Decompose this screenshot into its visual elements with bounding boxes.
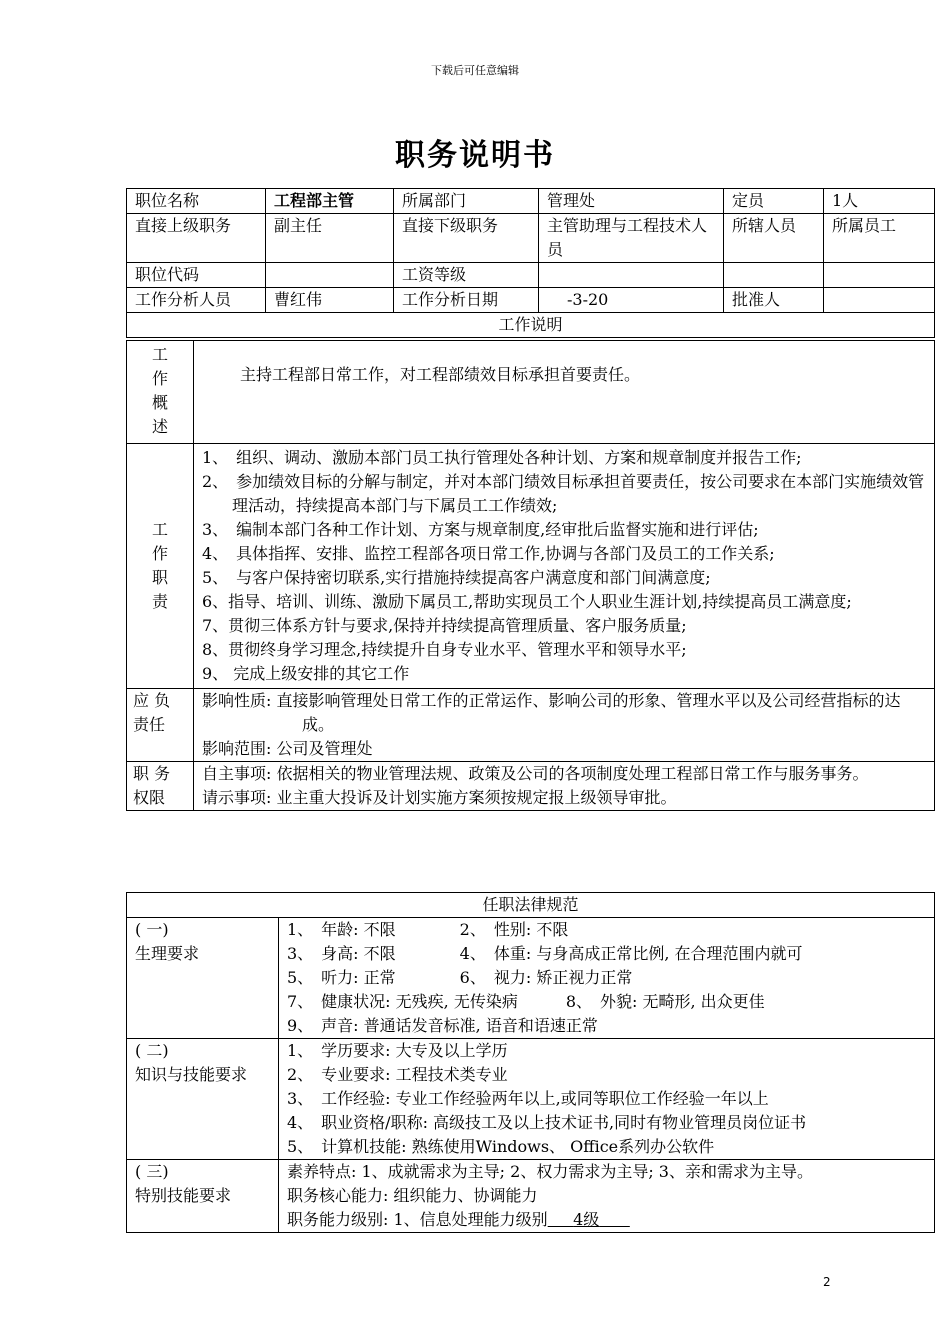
physical-content — [279, 918, 935, 1039]
label-analysis-date: 工作分析日期 — [394, 288, 539, 313]
knowledge-label — [127, 1039, 279, 1160]
label-staff: 所辖人员 — [724, 214, 824, 263]
label-position-code: 职位代码 — [127, 263, 266, 288]
autonomous-matters: 自主事项: 依据相关的物业管理法规、政策及公司的各项制度处理工程部日常工作与服务事务。 — [202, 764, 869, 783]
page-number: 2 — [823, 1275, 831, 1289]
requirement-line: 5、 听力: 正常 6、 视力: 矫正视力正常 — [287, 968, 633, 987]
knowledge-row — [127, 1039, 935, 1160]
special-row — [127, 1160, 935, 1233]
label-analyst: 工作分析人员 — [127, 288, 266, 313]
ability-level-label: 职务能力级别: 1、信息处理能力级别 — [287, 1210, 548, 1229]
value-subordinate: 主管助理与工程技术人员 — [539, 214, 724, 263]
value-analyst: 曹红伟 — [266, 288, 394, 313]
responsibility-content — [194, 689, 935, 762]
requirements-header-row — [127, 893, 935, 918]
label-char: 工 — [151, 345, 168, 364]
section-number: ( 一) — [135, 920, 169, 939]
authority-row — [127, 762, 935, 811]
requirements-table — [126, 892, 935, 1233]
physical-label — [127, 918, 279, 1039]
blank-cell — [824, 263, 935, 288]
duty-item: 9、 完成上级安排的其它工作 — [202, 664, 410, 683]
requirement-line: 3、 身高: 不限 4、 体重: 与身高成正常比例, 在合理范围内就可 — [287, 944, 803, 963]
label-char: 作 — [151, 544, 168, 563]
requirement-line: 5、 计算机技能: 熟练使用Windows、 Office系列办公软件 — [287, 1137, 715, 1156]
requirements-header: 任职法律规范 — [127, 893, 935, 918]
label-subordinate: 直接下级职务 — [394, 214, 539, 263]
label-approver: 批准人 — [724, 288, 824, 313]
label-department: 所属部门 — [394, 189, 539, 214]
position-info-table — [126, 188, 935, 338]
label-char: 作 — [151, 369, 168, 388]
info-row-4 — [127, 288, 935, 313]
label-char: 概 — [151, 393, 168, 412]
work-description-table — [126, 340, 935, 811]
label-headcount: 定员 — [724, 189, 824, 214]
special-label — [127, 1160, 279, 1233]
value-department: 管理处 — [539, 189, 724, 214]
info-row-2 — [127, 214, 935, 263]
duty-item: 7、贯彻三体系方针与要求,保持并持续提高管理质量、客户服务质量; — [202, 616, 687, 635]
section-title: 知识与技能要求 — [135, 1065, 248, 1084]
requirement-line: 1、 年龄: 不限 2、 性别: 不限 — [287, 920, 569, 939]
label-salary-grade: 工资等级 — [394, 263, 539, 288]
label-position-name: 职位名称 — [127, 189, 266, 214]
label-char: 工 — [151, 520, 168, 539]
section-title: 生理要求 — [135, 944, 200, 963]
label-char: 述 — [151, 417, 168, 436]
impact-scope: 影响范围: 公司及管理处 — [202, 739, 373, 758]
requirement-line: 素养特点: 1、成就需求为主导; 2、权力需求为主导; 3、亲和需求为主导。 — [287, 1162, 813, 1181]
overview-row — [127, 341, 935, 444]
value-approver — [824, 288, 935, 313]
value-superior: 副主任 — [266, 214, 394, 263]
duty-item: 2、 参加绩效目标的分解与制定，并对本部门绩效目标承担首要责任，按公司要求在本部门实施绩效管理活动，持续提高本部门与下属员工工作绩效; — [202, 472, 925, 515]
requirement-line: 4、 职业资格/职称: 高级技工及以上技术证书,同时有物业管理员岗位证书 — [287, 1113, 807, 1132]
duty-item: 1、 组织、调动、激励本部门员工执行管理处各种计划、方案和规章制度并报告工作; — [202, 448, 802, 467]
duty-item: 3、 编制本部门各种工作计划、方案与规章制度,经审批后监督实施和进行评估; — [202, 520, 759, 539]
header-note: 下载后可任意编辑 — [431, 64, 519, 77]
value-position-name: 工程部主管 — [266, 189, 394, 214]
overview-text: 主持工程部日常工作，对工程部绩效目标承担首要责任。 — [194, 341, 935, 444]
requirement-line: 7、 健康状况: 无残疾, 无传染病 8、 外貌: 无畸形, 出众更佳 — [287, 992, 765, 1011]
duties-label — [127, 444, 194, 689]
request-matters: 请示事项: 业主重大投诉及计划实施方案须按规定报上级领导审批。 — [202, 788, 677, 807]
knowledge-content — [279, 1039, 935, 1160]
duties-row — [127, 444, 935, 689]
duties-list — [194, 444, 935, 689]
ability-level-text: 4级 — [573, 1210, 600, 1229]
requirement-line: 1、 学历要求: 大专及以上学历 — [287, 1041, 508, 1060]
requirement-line: 职务核心能力: 组织能力、协调能力 — [287, 1186, 538, 1205]
section-title: 特别技能要求 — [135, 1186, 232, 1205]
duty-item: 5、 与客户保持密切联系,实行措施持续提高客户满意度和部门间满意度; — [202, 568, 711, 587]
physical-row — [127, 918, 935, 1039]
value-headcount: 1人 — [824, 189, 935, 214]
value-analysis-date: -3-20 — [539, 288, 724, 313]
work-description-header: 工作说明 — [127, 313, 935, 338]
impact-nature: 影响性质: 直接影响管理处日常工作的正常运作、影响公司的形象、管理水平以及公司经营指标的达成。 — [202, 691, 901, 734]
requirement-line: 3、 工作经验: 专业工作经验两年以上,或同等职位工作经验一年以上 — [287, 1089, 769, 1108]
special-content — [279, 1160, 935, 1233]
value-staff: 所属员工 — [824, 214, 935, 263]
value-salary-grade — [539, 263, 724, 288]
section-number: ( 三) — [135, 1162, 169, 1181]
ability-level-value — [548, 1210, 630, 1229]
responsibility-label: 应 负 责任 — [127, 689, 194, 762]
duty-item: 6、指导、培训、训练、激励下属员工,帮助实现员工个人职业生涯计划,持续提高员工满意度; — [202, 592, 852, 611]
authority-content — [194, 762, 935, 811]
info-row-3 — [127, 263, 935, 288]
duty-item: 4、 具体指挥、安排、监控工程部各项日常工作,协调与各部门及员工的工作关系; — [202, 544, 775, 563]
label-superior: 直接上级职务 — [127, 214, 266, 263]
label-char: 职 — [151, 568, 168, 587]
document-title: 职务说明书 — [395, 138, 555, 173]
ability-level-line — [287, 1208, 926, 1232]
info-row-1 — [127, 189, 935, 214]
label-char: 责 — [151, 592, 168, 611]
requirement-line: 2、 专业要求: 工程技术类专业 — [287, 1065, 508, 1084]
value-position-code — [266, 263, 394, 288]
work-description-header-row — [127, 313, 935, 338]
section-number: ( 二) — [135, 1041, 169, 1060]
requirement-line: 9、 声音: 普通话发音标准, 语音和语速正常 — [287, 1016, 598, 1035]
duty-item: 8、贯彻终身学习理念,持续提升自身专业水平、管理水平和领导水平; — [202, 640, 687, 659]
responsibility-row — [127, 689, 935, 762]
blank-cell — [724, 263, 824, 288]
authority-label: 职 务 权限 — [127, 762, 194, 811]
overview-label — [127, 341, 194, 444]
